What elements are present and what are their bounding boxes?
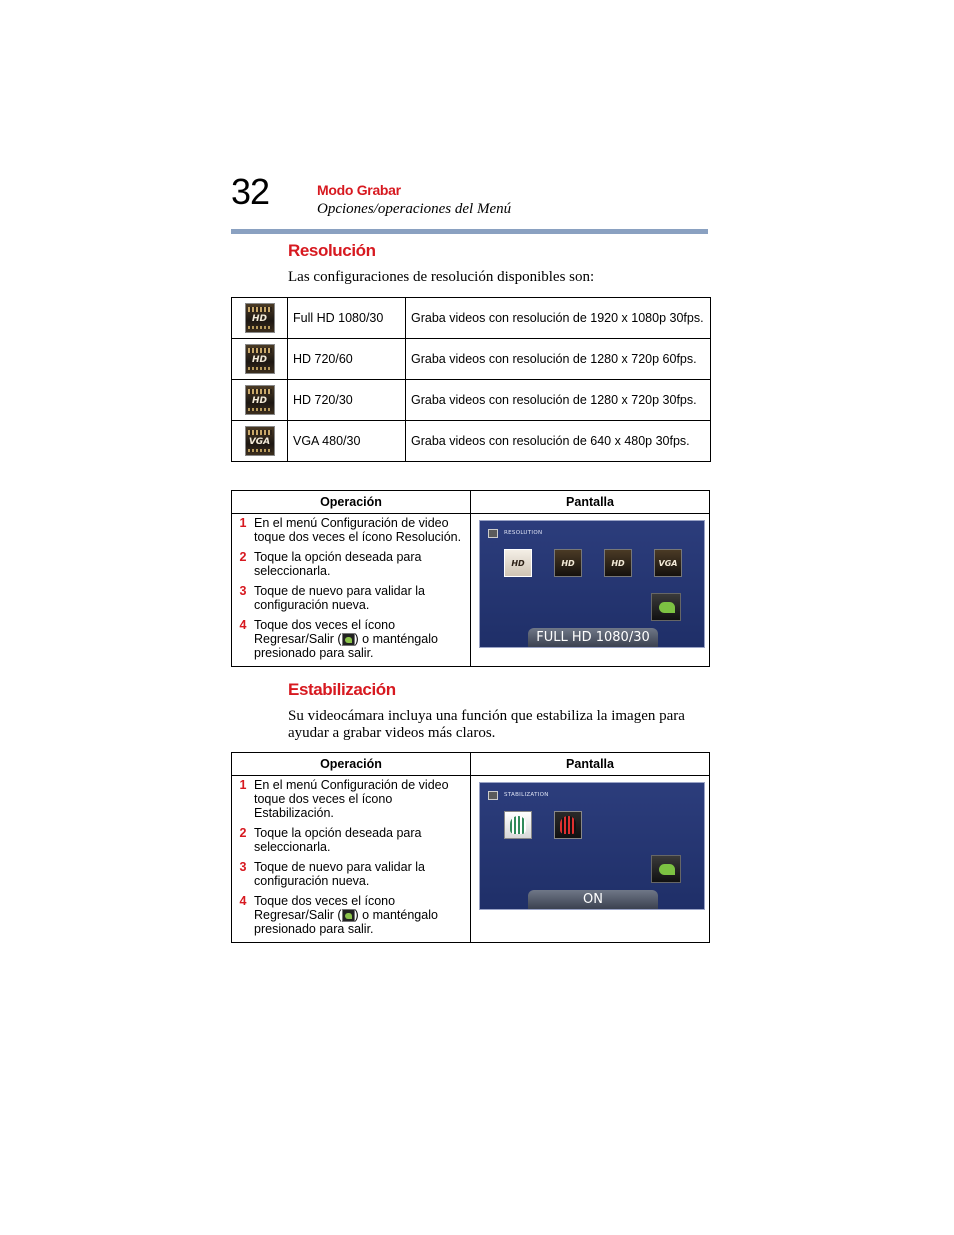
selected-value-bar: ON — [528, 890, 658, 909]
step-item: 2 Toque la opción deseada para seleccionarla. — [239, 826, 422, 854]
vga-option-icon[interactable]: VGA — [654, 549, 682, 577]
back-exit-icon — [342, 633, 355, 646]
vga-icon: VGA — [245, 426, 275, 456]
operation-column-header: Operación — [232, 491, 471, 514]
mode-name: HD 720/30 — [288, 380, 406, 421]
full-hd-icon: HD — [245, 303, 275, 333]
resolution-operation-table — [231, 490, 710, 667]
resolution-menu-icon — [488, 529, 498, 538]
chapter-title: Modo Grabar — [317, 182, 401, 198]
back-exit-icon[interactable] — [651, 593, 681, 621]
screen-title: RESOLUTION — [504, 530, 543, 536]
mode-name: HD 720/60 — [288, 339, 406, 380]
step-item: 1 En el menú Configuración de video toque dos veces el ícono Resolución. — [239, 516, 462, 544]
mode-description: Graba videos con resolución de 640 x 480p 30fps. — [406, 421, 711, 462]
screen-column-header: Pantalla — [471, 491, 710, 514]
table-row — [232, 298, 711, 339]
stabilization-intro: Su videocámara incluya una función que estabiliza la imagen para ayudar a grabar videos más claros. — [288, 708, 685, 741]
step-item: 3 Toque de nuevo para validar la configuración nueva. — [239, 860, 425, 888]
operation-steps — [232, 776, 471, 943]
step-item: 1 En el menú Configuración de video toque dos veces el ícono Estabilización. — [239, 778, 449, 820]
step-item: 4 Toque dos veces el ícono Regresar/Salir ( ) o manténgalo presionado para salir. — [239, 618, 438, 661]
stabilization-operation-table — [231, 752, 710, 943]
mode-description: Graba videos con resolución de 1920 x 1080p 30fps. — [406, 298, 711, 339]
mode-name: VGA 480/30 — [288, 421, 406, 462]
hd-30-option-icon[interactable]: HD — [604, 549, 632, 577]
back-exit-icon — [342, 909, 355, 922]
back-exit-icon[interactable] — [651, 855, 681, 883]
operation-column-header: Operación — [232, 753, 471, 776]
screen-column-header: Pantalla — [471, 753, 710, 776]
step-item: 4 Toque dos veces el ícono Regresar/Salir ( ) o manténgalo presionado para salir. — [239, 894, 438, 937]
step-item: 2 Toque la opción deseada para seleccionarla. — [239, 550, 422, 578]
mode-description: Graba videos con resolución de 1280 x 720p 30fps. — [406, 380, 711, 421]
hd-60-option-icon[interactable]: HD — [554, 549, 582, 577]
header-rule — [231, 229, 708, 234]
stabilization-screen — [479, 782, 705, 910]
hd-30-icon: HD — [245, 385, 275, 415]
page-number: 32 — [231, 171, 270, 212]
resolution-screen — [479, 520, 705, 648]
step-item: 3 Toque de nuevo para validar la configuración nueva. — [239, 584, 425, 612]
resolution-heading: Resolución — [288, 241, 376, 260]
selected-value-bar: FULL HD 1080/30 — [528, 628, 658, 647]
mode-name: Full HD 1080/30 — [288, 298, 406, 339]
resolution-options-table — [231, 297, 711, 462]
hd-60-icon: HD — [245, 344, 275, 374]
table-row — [232, 421, 711, 462]
stabilization-off-icon[interactable] — [554, 811, 582, 839]
table-row — [232, 380, 711, 421]
screen-title: STABILIZATION — [504, 792, 549, 798]
mode-description: Graba videos con resolución de 1280 x 720p 60fps. — [406, 339, 711, 380]
table-row — [232, 339, 711, 380]
stabilization-heading: Estabilización — [288, 680, 396, 699]
stabilization-menu-icon — [488, 791, 498, 800]
stabilization-on-icon[interactable] — [504, 811, 532, 839]
full-hd-option-icon[interactable]: HD — [504, 549, 532, 577]
subchapter-title: Opciones/operaciones del Menú — [317, 201, 512, 217]
resolution-intro: Las configuraciones de resolución disponibles son: — [288, 269, 595, 285]
operation-steps — [232, 514, 471, 667]
